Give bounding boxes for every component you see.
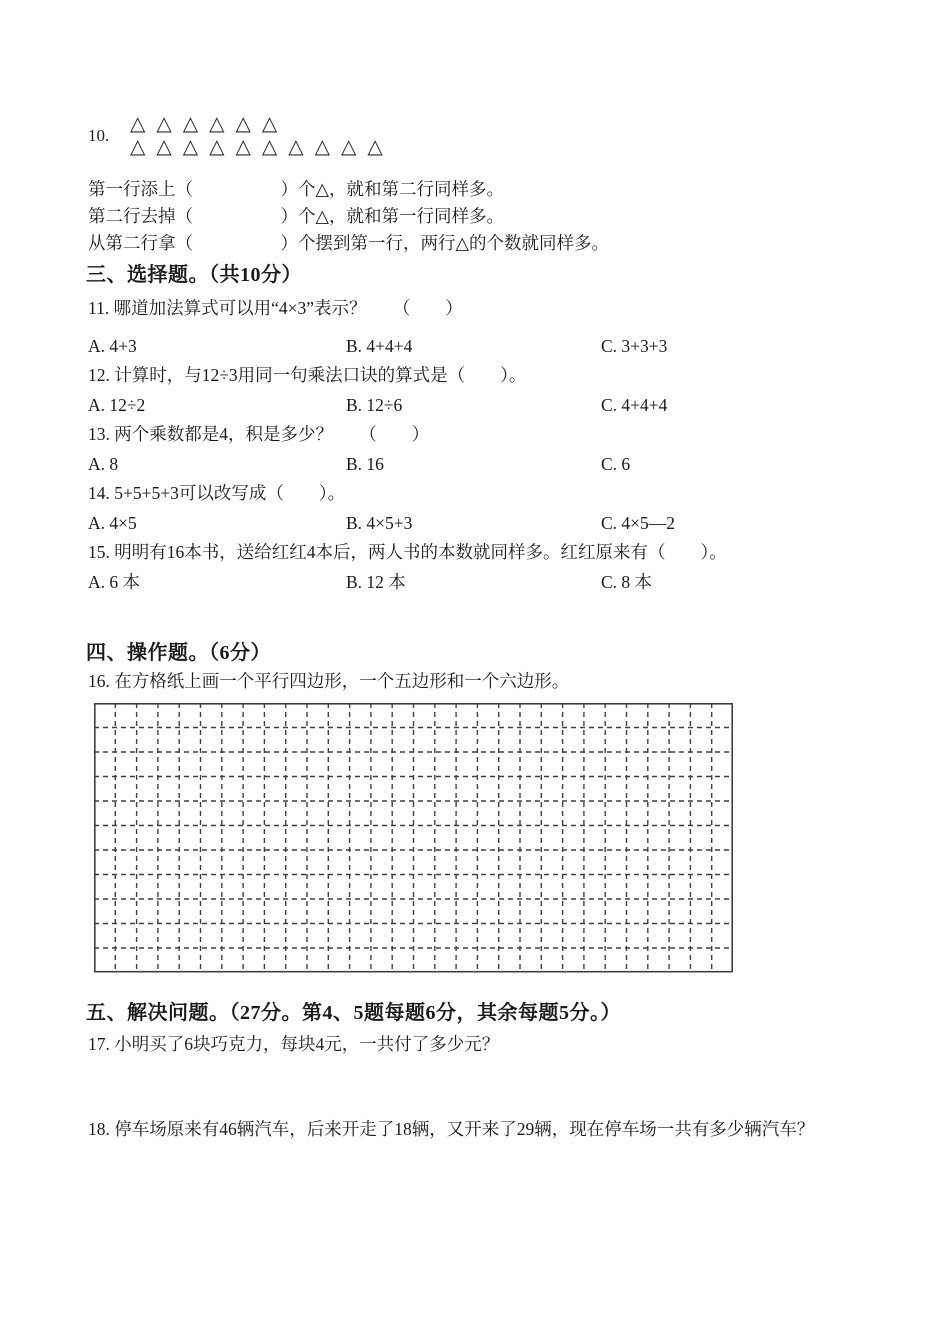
question-13-stem: 13. 两个乘数都是4，积是多少？ （ ） — [88, 424, 430, 444]
fill-line-2: 第二行去掉（ ）个△，就和第一行同样多。 — [88, 206, 504, 226]
question-14-option-b: B. 4×5+3 — [346, 512, 413, 533]
fill-line-3: 从第二行拿（ ）个摆到第一行，两行△的个数就同样多。 — [88, 233, 609, 253]
operation-section-heading: 四、操作题。（6分） — [86, 642, 271, 664]
question-15-stem: 15. 明明有16本书，送给红红4本后，两人书的本数就同样多。红红原来有（ ）。 — [88, 542, 727, 562]
triangle-rows — [130, 112, 394, 158]
question-15-option-c: C. 8 本 — [601, 571, 653, 592]
question-11-option-b: B. 4+4+4 — [346, 335, 413, 356]
question-10-number: 10. — [88, 126, 110, 145]
question-10-fill-lines — [88, 176, 609, 257]
choice-question-13 — [88, 420, 888, 479]
question-14-stem: 14. 5+5+5+3可以改写成（ ）。 — [88, 483, 346, 503]
question-16-stem: 16. 在方格纸上画一个平行四边形，一个五边形和一个六边形。 — [88, 671, 570, 691]
question-12-option-a: A. 12÷2 — [88, 394, 146, 415]
question-13-option-b: B. 16 — [346, 453, 384, 474]
choice-question-15 — [88, 538, 888, 597]
choice-question-14 — [88, 479, 888, 538]
triangle-row-top: △△△△△△ — [130, 111, 289, 135]
question-13-options — [88, 450, 888, 480]
question-15-option-b: B. 12 本 — [346, 571, 406, 592]
choice-section-heading: 三、选择题。（共10分） — [86, 264, 302, 286]
question-12-stem: 12. 计算时，与12÷3用同一句乘法口诀的算式是（ ）。 — [88, 365, 527, 385]
question-18-stem: 18. 停车场原来有46辆汽车，后来开走了18辆，又开来了29辆，现在停车场一共有多少辆汽车？ — [88, 1119, 815, 1139]
question-17-stem: 17. 小明买了6块巧克力，每块4元，一共付了多少元？ — [88, 1034, 500, 1054]
question-15-options — [88, 568, 888, 598]
question-15-option-a: A. 6 本 — [88, 571, 141, 592]
question-11-option-a: A. 4+3 — [88, 335, 137, 356]
question-11-options — [88, 332, 888, 362]
grid-paper — [94, 703, 733, 973]
question-13-option-c: C. 6 — [601, 453, 631, 474]
question-14-option-c: C. 4×5—2 — [601, 512, 676, 533]
question-11-option-c: C. 3+3+3 — [601, 335, 668, 356]
choice-question-list — [88, 294, 888, 597]
question-12-option-c: C. 4+4+4 — [601, 394, 668, 415]
solve-section-heading: 五、解决问题。（27分。第4、5题每题6分，其余每题5分。） — [86, 1002, 621, 1024]
question-12-options — [88, 391, 888, 421]
choice-question-12 — [88, 361, 888, 420]
choice-question-11 — [88, 294, 888, 361]
question-12-option-b: B. 12÷6 — [346, 394, 403, 415]
question-10 — [88, 112, 394, 158]
question-14-option-a: A. 4×5 — [88, 512, 137, 533]
question-14-options — [88, 509, 888, 539]
question-13-option-a: A. 8 — [88, 453, 119, 474]
triangle-row-bottom: △△△△△△△△△△ — [130, 134, 394, 158]
fill-line-1: 第一行添上（ ）个△，就和第二行同样多。 — [88, 179, 504, 199]
question-11-stem: 11. 哪道加法算式可以用“4×3”表示？ （ ） — [88, 298, 463, 318]
